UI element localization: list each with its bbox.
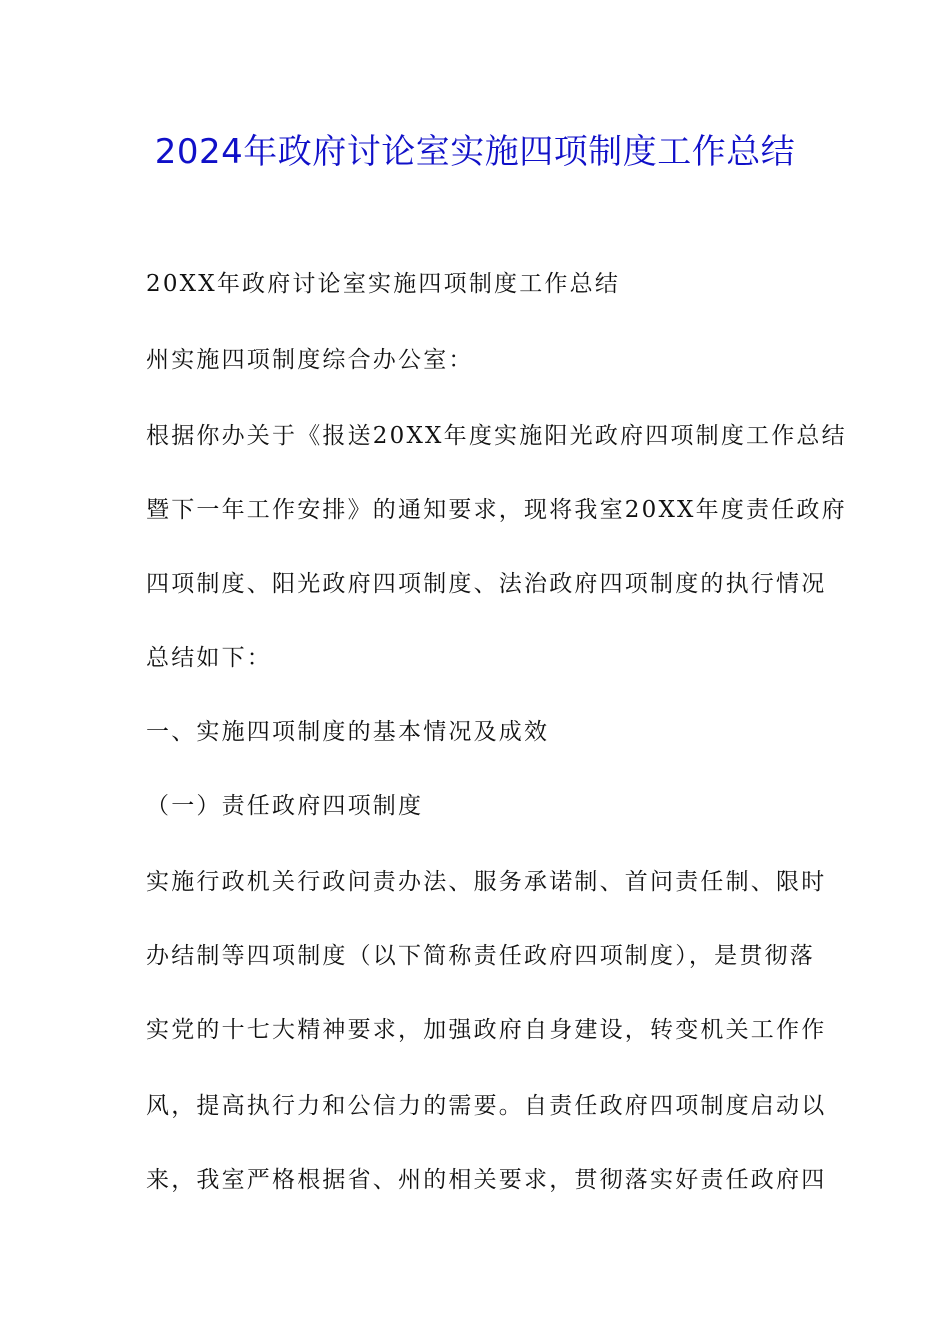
body-line: 风，提高执行力和公信力的需要。自责任政府四项制度启动以: [146, 1093, 827, 1119]
body-line-addressee: 州实施四项制度综合办公室：: [146, 347, 474, 373]
section-heading: 一、实施四项制度的基本情况及成效: [146, 719, 550, 745]
document-title: 2024年政府讨论室实施四项制度工作总结: [154, 132, 796, 172]
body-line: 暨下一年工作安排》的通知要求，现将我室20XX年度责任政府: [146, 497, 847, 523]
body-line: 四项制度、阳光政府四项制度、法治政府四项制度的执行情况: [146, 571, 827, 597]
body-line: 总结如下：: [146, 645, 272, 671]
body-line: 办结制等四项制度（以下简称责任政府四项制度），是贯彻落: [146, 943, 815, 969]
body-line: 根据你办关于《报送20XX年度实施阳光政府四项制度工作总结: [146, 423, 847, 449]
body-line: 实党的十七大精神要求，加强政府自身建设，转变机关工作作: [146, 1017, 827, 1043]
subsection-heading: （一）责任政府四项制度: [146, 793, 424, 819]
body-line: 来，我室严格根据省、州的相关要求，贯彻落实好责任政府四: [146, 1167, 827, 1193]
body-line-subtitle: 20XX年政府讨论室实施四项制度工作总结: [146, 271, 621, 297]
body-line: 实施行政机关行政问责办法、服务承诺制、首问责任制、限时: [146, 869, 827, 895]
